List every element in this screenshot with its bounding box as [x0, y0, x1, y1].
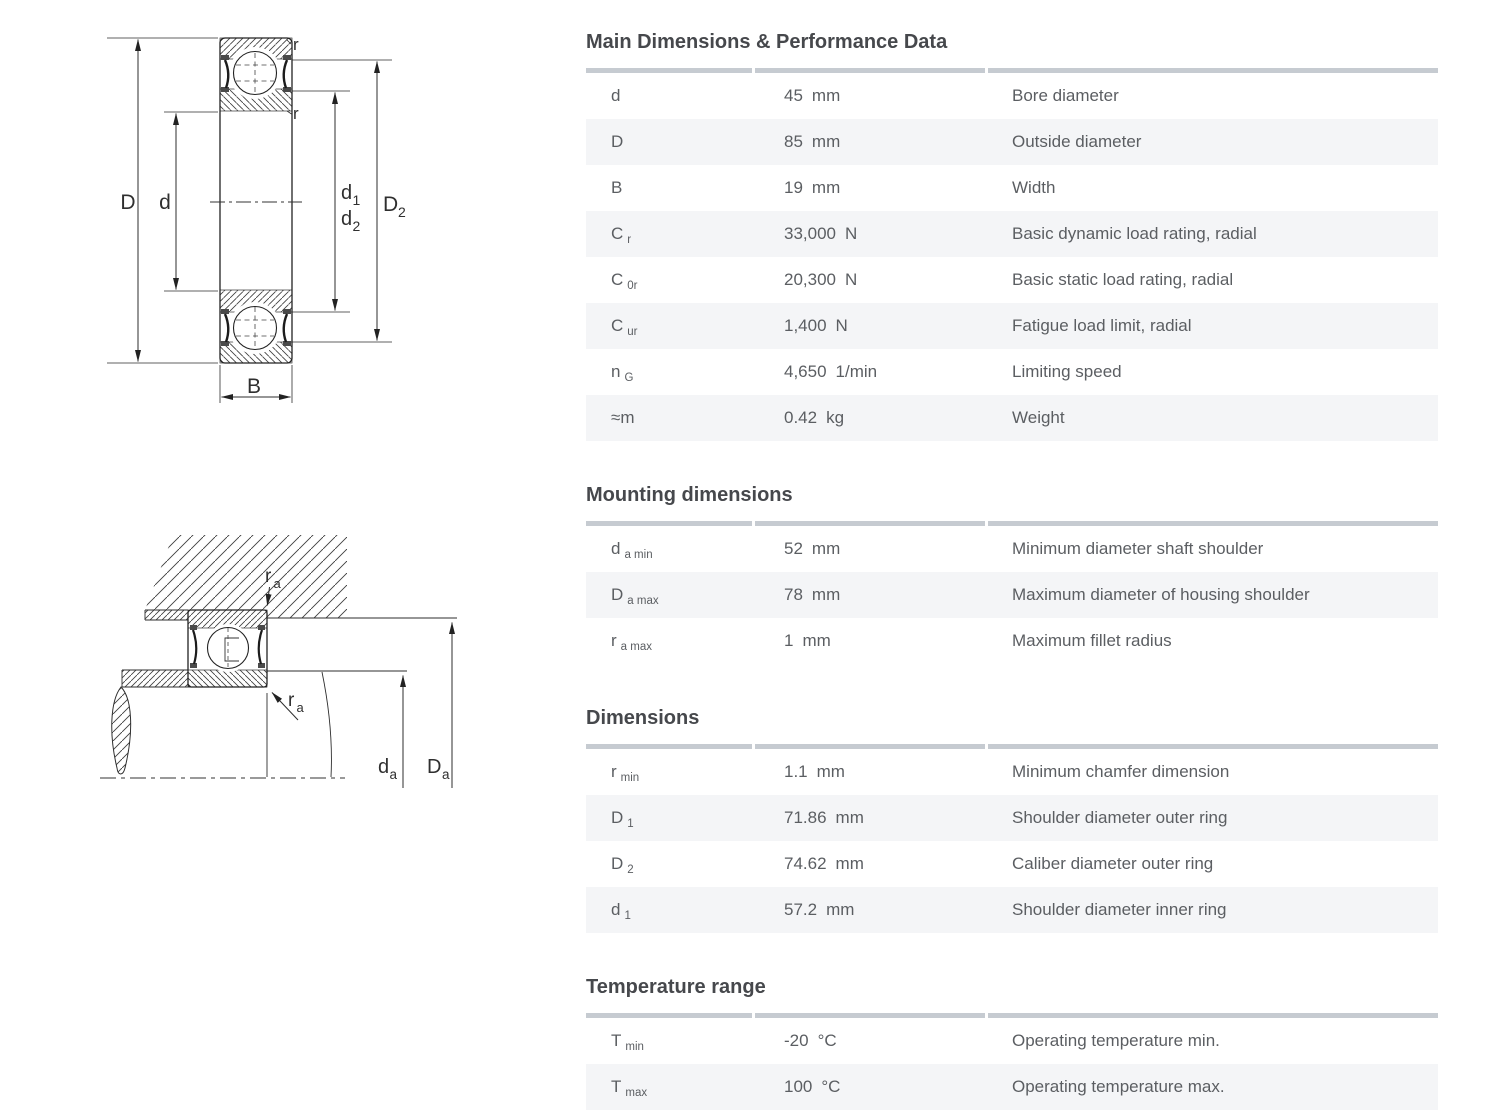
value-cell — [756, 316, 990, 336]
section-title: Temperature range — [586, 976, 766, 998]
table-row — [586, 749, 1438, 795]
symbol: C — [611, 224, 624, 243]
label-d2-sub: 2 — [352, 218, 361, 234]
shaft-shoulder — [112, 687, 131, 774]
unit: mm — [811, 539, 841, 558]
value-cell — [756, 1077, 990, 1097]
value-cell — [756, 631, 990, 651]
label-d2: d — [341, 208, 353, 230]
header-bar-segment — [586, 1013, 752, 1018]
symbol-cell — [586, 631, 756, 651]
symbol-cell — [586, 900, 756, 920]
description-cell: Minimum diameter shaft shoulder — [1012, 539, 1264, 558]
unit: mm — [816, 762, 845, 781]
description-cell: Maximum fillet radius — [1012, 631, 1172, 650]
description-cell: Operating temperature max. — [1012, 1077, 1225, 1096]
symbol: B — [611, 178, 623, 197]
symbol: D — [611, 132, 624, 151]
section-temperature-range — [586, 975, 1438, 1110]
unit: mm — [811, 86, 841, 105]
table-row — [586, 349, 1438, 395]
value: 1,400 — [784, 316, 827, 335]
value-cell — [756, 270, 990, 290]
symbol-cell — [586, 408, 756, 428]
section-main-dimensions — [586, 30, 1438, 441]
table-row — [586, 257, 1438, 303]
bearing-mounting-drawing — [95, 525, 465, 805]
label-Da: D — [427, 756, 442, 778]
value-cell — [756, 362, 990, 382]
unit: mm — [802, 631, 831, 650]
symbol: C — [611, 316, 624, 335]
label-ra-top: r — [265, 566, 272, 587]
value: 100 — [784, 1077, 813, 1096]
header-bar-segment — [586, 68, 752, 73]
symbol-subscript: 1 — [627, 818, 634, 830]
table-header-bar — [586, 521, 1438, 526]
symbol-cell — [586, 316, 756, 336]
value: 33,000 — [784, 224, 836, 243]
symbol-subscript: a max — [627, 595, 659, 607]
symbol: D — [611, 854, 624, 873]
label-D: D — [120, 191, 136, 214]
seal-right — [258, 625, 265, 668]
section-dimensions — [586, 706, 1438, 933]
symbol-subscript: r — [627, 234, 632, 246]
symbol-subscript: min — [625, 1041, 644, 1053]
unit: mm — [835, 854, 864, 873]
table-row — [586, 795, 1438, 841]
seal-top-right — [283, 55, 291, 92]
ball — [208, 628, 249, 669]
label-D2-sub: 2 — [398, 204, 406, 220]
symbol: C — [611, 270, 624, 289]
value-cell — [756, 900, 990, 920]
symbol-subscript: 0r — [627, 280, 638, 292]
header-bar-segment — [988, 1013, 1438, 1018]
value: 0.42 — [784, 408, 818, 427]
table-row — [586, 119, 1438, 165]
description-cell: Shoulder diameter outer ring — [1012, 808, 1228, 827]
symbol: T — [611, 1031, 622, 1050]
symbol-cell — [586, 178, 756, 198]
unit: °C — [821, 1077, 841, 1096]
unit: 1/min — [835, 362, 878, 381]
header-bar-segment — [988, 744, 1438, 749]
header-bar-segment — [755, 68, 985, 73]
header-bar-segment — [988, 68, 1438, 73]
value-cell — [756, 808, 990, 828]
table-row — [586, 1018, 1438, 1064]
bearing-cross-section-drawing — [100, 25, 460, 415]
description-cell: Limiting speed — [1012, 362, 1122, 381]
table-row — [586, 572, 1438, 618]
symbol-subscript: G — [624, 372, 634, 384]
value: 85 — [784, 132, 803, 151]
symbol-subscript: min — [620, 772, 640, 784]
housing-section — [145, 535, 457, 620]
description-cell: Caliber diameter outer ring — [1012, 854, 1214, 873]
value: 20,300 — [784, 270, 836, 289]
symbol-subscript: 2 — [627, 864, 634, 876]
seal-bottom-right — [283, 309, 291, 346]
value: 1.1 — [784, 762, 808, 781]
label-da-sub: a — [389, 767, 398, 782]
symbol: d — [611, 539, 621, 558]
symbol-cell — [586, 86, 756, 106]
table-body — [586, 73, 1438, 441]
mounted-bearing — [188, 610, 267, 687]
description-cell: Maximum diameter of housing shoulder — [1012, 585, 1310, 604]
table-row — [586, 618, 1438, 664]
value: 45 — [784, 86, 803, 105]
value-cell — [756, 132, 990, 152]
description-cell: Basic static load rating, radial — [1012, 270, 1234, 289]
section-mounting-dimensions — [586, 483, 1438, 664]
label-ra-top-sub: a — [273, 576, 281, 591]
unit: mm — [826, 900, 855, 919]
section-title: Dimensions — [586, 707, 700, 729]
header-bar-segment — [755, 521, 985, 526]
data-panel — [586, 0, 1438, 1110]
seal-left — [190, 625, 197, 668]
label-d1: d — [341, 182, 353, 204]
label-B: B — [246, 375, 262, 398]
symbol: r — [611, 631, 617, 650]
value: 1 — [784, 631, 794, 650]
symbol-cell — [586, 762, 756, 782]
table-row — [586, 395, 1438, 441]
symbol-cell — [586, 132, 756, 152]
value-cell — [756, 86, 990, 106]
label-da: d — [378, 756, 390, 778]
table-row — [586, 887, 1438, 933]
value: 19 — [784, 178, 803, 197]
value: 74.62 — [784, 854, 827, 873]
value-cell — [756, 178, 990, 198]
symbol-subscript: a max — [620, 641, 652, 653]
symbol: D — [611, 808, 624, 827]
unit: N — [845, 270, 858, 289]
symbol: ≈m — [611, 408, 635, 427]
value-cell — [756, 762, 990, 782]
section-title: Main Dimensions & Performance Data — [586, 31, 948, 53]
description-cell: Width — [1012, 178, 1056, 197]
symbol-cell — [586, 224, 756, 244]
value-cell — [756, 224, 990, 244]
symbol-subscript: 1 — [624, 910, 631, 922]
symbol: r — [611, 762, 617, 781]
seal-top-left — [221, 55, 229, 92]
unit: N — [845, 224, 858, 243]
value-cell — [756, 585, 990, 605]
unit: °C — [817, 1031, 837, 1050]
description-cell: Fatigue load limit, radial — [1012, 316, 1192, 335]
unit: mm — [811, 132, 841, 151]
value-cell — [756, 1031, 990, 1051]
symbol-cell — [586, 1077, 756, 1097]
unit: kg — [826, 408, 845, 427]
label-r-outer: r — [293, 35, 299, 54]
description-cell: Operating temperature min. — [1012, 1031, 1220, 1050]
table-row — [586, 73, 1438, 119]
table-header-bar — [586, 744, 1438, 749]
table-body — [586, 1018, 1438, 1110]
value: -20 — [784, 1031, 809, 1050]
symbol: d — [611, 86, 621, 105]
label-ra-bottom: r — [288, 690, 295, 711]
symbol-cell — [586, 585, 756, 605]
label-d1-sub: 1 — [352, 192, 361, 208]
symbol: d — [611, 900, 621, 919]
table-row — [586, 303, 1438, 349]
description-cell: Minimum chamfer dimension — [1012, 762, 1230, 781]
table-row — [586, 526, 1438, 572]
drawings-panel — [0, 0, 560, 1118]
table-header-bar — [586, 68, 1438, 73]
symbol-subscript: max — [625, 1087, 648, 1099]
value: 4,650 — [784, 362, 827, 381]
table-row — [586, 211, 1438, 257]
label-ra-bottom-sub: a — [296, 700, 304, 715]
table-row — [586, 841, 1438, 887]
value-cell — [756, 854, 990, 874]
symbol-subscript: ur — [627, 326, 638, 338]
value: 52 — [784, 539, 803, 558]
symbol: T — [611, 1077, 622, 1096]
symbol-cell — [586, 1031, 756, 1051]
symbol-cell — [586, 270, 756, 290]
description-cell: Weight — [1012, 408, 1065, 427]
description-cell: Outside diameter — [1012, 132, 1142, 151]
seal-bottom-left — [221, 309, 229, 346]
value: 71.86 — [784, 808, 827, 827]
header-bar-segment — [586, 744, 752, 749]
label-r-inner: r — [293, 104, 299, 123]
table-body — [586, 526, 1438, 664]
description-cell: Basic dynamic load rating, radial — [1012, 224, 1257, 243]
label-d: d — [159, 191, 171, 214]
symbol: D — [611, 585, 624, 604]
table-body — [586, 749, 1438, 933]
header-bar-segment — [586, 521, 752, 526]
header-bar-segment — [988, 521, 1438, 526]
value: 78 — [784, 585, 803, 604]
symbol-cell — [586, 808, 756, 828]
header-bar-segment — [755, 744, 985, 749]
header-bar-segment — [755, 1013, 985, 1018]
symbol-cell — [586, 539, 756, 559]
symbol-cell — [586, 854, 756, 874]
description-cell: Shoulder diameter inner ring — [1012, 900, 1227, 919]
value-cell — [756, 408, 990, 428]
label-D2: D — [383, 193, 399, 216]
value: 57.2 — [784, 900, 818, 919]
bearing-section — [220, 38, 292, 363]
unit: mm — [835, 808, 864, 827]
unit: mm — [811, 178, 841, 197]
symbol-cell — [586, 362, 756, 382]
table-row — [586, 165, 1438, 211]
table-header-bar — [586, 1013, 1438, 1018]
description-cell: Bore diameter — [1012, 86, 1119, 105]
symbol: n — [611, 362, 621, 381]
unit: mm — [811, 585, 841, 604]
section-title: Mounting dimensions — [586, 484, 793, 506]
unit: N — [835, 316, 848, 335]
table-row — [586, 1064, 1438, 1110]
label-Da-sub: a — [442, 767, 450, 782]
symbol-subscript: a min — [624, 549, 653, 561]
value-cell — [756, 539, 990, 559]
